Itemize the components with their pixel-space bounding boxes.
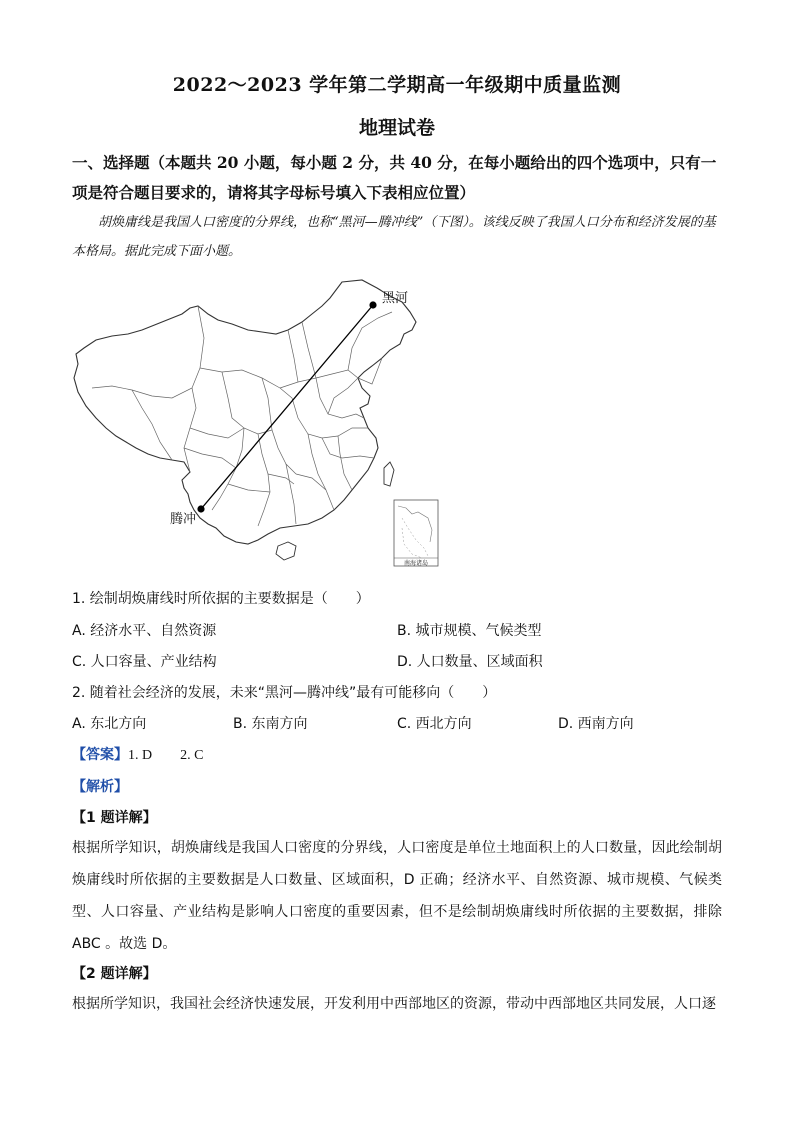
q2-detail-text: 根据所学知识，我国社会经济快速发展，开发利用中西部地区的资源，带动中西部地区共同发展，人口逐 bbox=[72, 996, 716, 1012]
question-1-option-c: C. 人口容量、产业结构 bbox=[72, 654, 217, 670]
tengchong-label: 腾冲 bbox=[170, 512, 197, 527]
answer-line bbox=[72, 744, 203, 764]
section-heading: 一、选择题（本题共 20 小题，每小题 2 分，共 40 分，在每小题给出的四个选项中，只有一项是符合题目要求的，请将其字母标号填入下表相应位置） bbox=[72, 153, 717, 202]
answer-tag: 【答案】 bbox=[72, 747, 128, 763]
exam-title: 2022～2023 学年第二学期高一年级期中质量监测 bbox=[172, 74, 622, 96]
china-outline bbox=[74, 280, 416, 544]
question-intro: 胡焕庸线是我国人口密度的分界线，也称“黑河—腾冲线”（下图）。该线反映了我国人口分布和经济发展的基本格局。据此完成下面小题。 bbox=[72, 215, 716, 259]
hainan-island bbox=[276, 542, 296, 560]
answer-value: 1. D 2. C bbox=[128, 748, 204, 763]
heihe-dot bbox=[369, 301, 376, 308]
q1-detail-text: 根据所学知识，胡焕庸线是我国人口密度的分界线，人口密度是单位土地面积上的人口数量，因此绘制胡焕庸线时所依据的主要数据是人口数量、区域面积，D 正确；经济水平、自然资源、城市规模、气候类型、人口容量、产业结构是影响人口密度的重要因素，但不是绘制胡焕庸线时所依据的主要数据，排除 ABC 。故选 D。 bbox=[72, 840, 722, 952]
south-china-sea-inset bbox=[394, 500, 438, 567]
taiwan-island bbox=[384, 462, 394, 486]
question-1-stem: 1. 绘制胡焕庸线时所依据的主要数据是（ ） bbox=[72, 591, 370, 607]
exam-subject: 地理试卷 bbox=[358, 117, 435, 139]
question-2-option-c: C. 西北方向 bbox=[397, 716, 472, 732]
q2-detail-heading: 【2 题详解】 bbox=[72, 966, 157, 982]
analysis-tag-line bbox=[72, 776, 128, 796]
tengchong-dot bbox=[197, 505, 204, 512]
question-1-option-d: D. 人口数量、区域面积 bbox=[397, 654, 543, 670]
china-map-figure bbox=[72, 278, 442, 574]
question-2-option-a: A. 东北方向 bbox=[72, 716, 147, 732]
question-2-option-b: B. 东南方向 bbox=[233, 716, 308, 732]
heihe-label: 黑河 bbox=[382, 291, 409, 306]
question-2-stem: 2. 随着社会经济的发展，未来“黑河—腾冲线”最有可能移向（ ） bbox=[72, 685, 497, 701]
question-2-option-d: D. 西南方向 bbox=[558, 716, 634, 732]
q1-detail-heading: 【1 题详解】 bbox=[72, 810, 157, 826]
inset-label: 南海诸岛 bbox=[403, 560, 429, 567]
analysis-tag: 【解析】 bbox=[72, 779, 128, 795]
question-1-option-a: A. 经济水平、自然资源 bbox=[72, 623, 217, 639]
question-1-option-b: B. 城市规模、气候类型 bbox=[397, 623, 542, 639]
china-map bbox=[72, 278, 442, 570]
